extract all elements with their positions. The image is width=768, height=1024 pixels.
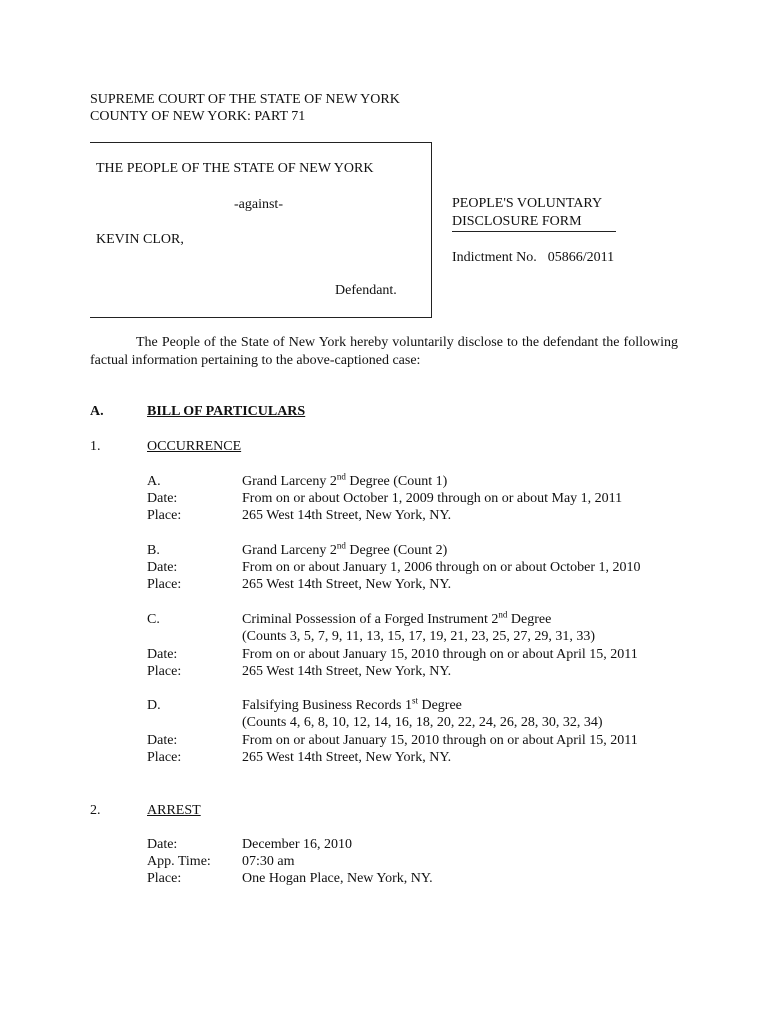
court-county-part: COUNTY OF NEW YORK: PART 71 (90, 109, 306, 124)
arrest-date-label: Date: (147, 837, 178, 852)
caption-defendant-label: Defendant. (335, 283, 397, 298)
arrest-number: 2. (90, 803, 101, 818)
item-letter: D. (147, 698, 161, 713)
item-place: 265 West 14th Street, New York, NY. (242, 508, 452, 523)
occurrence-title: OCCURRENCE (147, 439, 242, 454)
item-place-label: Place: (147, 664, 182, 679)
occurrence-item (0, 473, 768, 525)
occurrence-number: 1. (90, 439, 101, 454)
item-place: 265 West 14th Street, New York, NY. (242, 577, 452, 592)
form-title-line1: PEOPLE'S VOLUNTARY (452, 196, 603, 211)
arrest-title: ARREST (147, 803, 201, 818)
item-letter: B. (147, 543, 160, 558)
caption-plaintiff: THE PEOPLE OF THE STATE OF NEW YORK (96, 161, 374, 176)
arrest-time: 07:30 am (242, 854, 295, 869)
item-charge: Grand Larceny 2nd Degree (Count 2) (242, 540, 448, 558)
item-date-label: Date: (147, 560, 178, 575)
item-place: 265 West 14th Street, New York, NY. (242, 750, 452, 765)
arrest-date: December 16, 2010 (242, 837, 353, 852)
item-date-label: Date: (147, 733, 178, 748)
item-date-label: Date: (147, 647, 178, 662)
section-a-letter: A. (90, 404, 104, 419)
occurrence-item (0, 611, 768, 681)
intro-paragraph (90, 334, 678, 370)
arrest-place-label: Place: (147, 871, 182, 886)
item-letter: A. (147, 474, 161, 489)
item-charge: Criminal Possession of a Forged Instrument 2nd Degree (242, 609, 552, 627)
item-counts: (Counts 4, 6, 8, 10, 12, 14, 16, 18, 20, 22, 24, 26, 28, 30, 32, 34) (242, 715, 603, 730)
occurrence-item (0, 697, 768, 767)
arrest-place: One Hogan Place, New York, NY. (242, 871, 433, 886)
item-counts: (Counts 3, 5, 7, 9, 11, 13, 15, 17, 19, 21, 23, 25, 27, 29, 31, 33) (242, 629, 595, 644)
arrest-time-label: App. Time: (147, 854, 211, 869)
indictment-line (452, 249, 614, 266)
item-date-label: Date: (147, 491, 178, 506)
item-charge: Grand Larceny 2nd Degree (Count 1) (242, 471, 448, 489)
item-place-label: Place: (147, 750, 182, 765)
indictment-number: 05866/2011 (547, 250, 615, 265)
item-date: From on or about January 15, 2010 through on or about April 15, 2011 (242, 733, 638, 748)
form-title-line2: DISCLOSURE FORM (452, 213, 616, 232)
caption-against: -against- (234, 197, 283, 212)
item-charge: Falsifying Business Records 1st Degree (242, 695, 462, 713)
court-name: SUPREME COURT OF THE STATE OF NEW YORK (90, 92, 400, 107)
arrest-details (0, 836, 768, 888)
item-date: From on or about January 1, 2006 through on or about October 1, 2010 (242, 560, 641, 575)
item-letter: C. (147, 612, 160, 627)
intro-text: The People of the State of New York hereby voluntarily disclose to the defendant the following factual information pertaining to the above-captioned case: (90, 335, 678, 368)
item-date: From on or about January 15, 2010 through on or about April 15, 2011 (242, 647, 638, 662)
occurrence-item (0, 542, 768, 594)
caption-defendant-name: KEVIN CLOR, (96, 232, 184, 247)
item-place: 265 West 14th Street, New York, NY. (242, 664, 452, 679)
section-a-title: BILL OF PARTICULARS (147, 404, 306, 419)
item-place-label: Place: (147, 508, 182, 523)
item-place-label: Place: (147, 577, 182, 592)
item-date: From on or about October 1, 2009 through on or about May 1, 2011 (242, 491, 623, 506)
indictment-label: Indictment No. (452, 250, 537, 265)
